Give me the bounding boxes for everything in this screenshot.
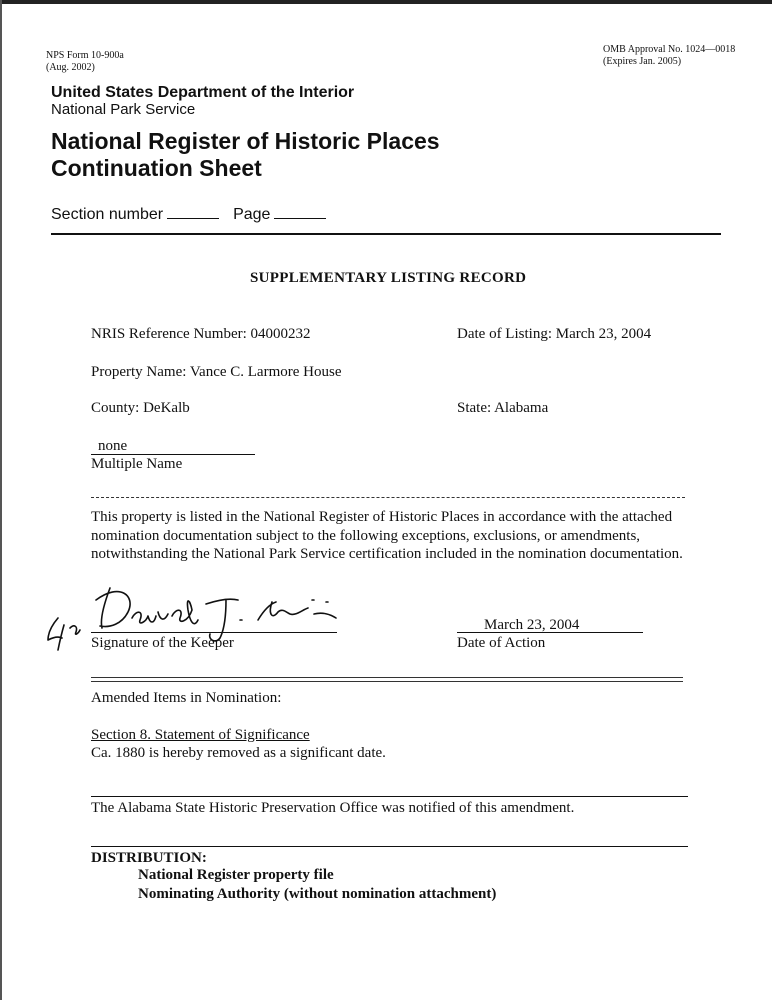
- multiple-name-label: Multiple Name: [91, 456, 183, 472]
- form-title-line2: Continuation Sheet: [51, 155, 262, 181]
- property-name: Property Name: Vance C. Larmore House: [91, 364, 342, 380]
- distribution-label: DISTRIBUTION:: [91, 850, 207, 866]
- action-date-rule: [457, 632, 643, 633]
- keeper-signature-rule: [91, 632, 337, 633]
- omb-approval: OMB Approval No. 1024—0018: [603, 44, 736, 55]
- double-separator: [91, 677, 683, 682]
- section-number-blank: [167, 214, 219, 219]
- amended-detail: Ca. 1880 is hereby removed as a significant date.: [91, 745, 386, 761]
- page-label: Page: [233, 206, 271, 223]
- nris-reference: NRIS Reference Number: 04000232: [91, 326, 311, 342]
- form-title-line1: National Register of Historic Places: [51, 128, 440, 154]
- page-top-border: [0, 0, 772, 4]
- keeper-signature-label: Signature of the Keeper: [91, 635, 234, 651]
- page-left-edge: [0, 0, 2, 1000]
- shpo-notice: The Alabama State Historic Preservation Office was notified of this amendment.: [91, 800, 575, 816]
- omb-expires: (Expires Jan. 2005): [603, 56, 682, 67]
- section-number-label: Section number: [51, 206, 164, 223]
- date-of-listing: Date of Listing: March 23, 2004: [457, 326, 652, 342]
- page-number-blank: [274, 214, 326, 219]
- distribution-item: National Register property file: [138, 867, 334, 883]
- form-number: NPS Form 10-900a: [46, 50, 124, 61]
- department-name: United States Department of the Interior: [51, 84, 355, 101]
- distribution-item: Nominating Authority (without nomination attachment): [138, 886, 497, 902]
- header-rule: [51, 233, 721, 235]
- service-name: National Park Service: [51, 101, 196, 118]
- amended-items-label: Amended Items in Nomination:: [91, 690, 282, 706]
- notice-rule: [91, 796, 688, 797]
- distribution-rule: [91, 846, 688, 847]
- action-date-label: Date of Action: [457, 635, 546, 651]
- county: County: DeKalb: [91, 400, 190, 416]
- form-date: (Aug. 2002): [46, 62, 95, 73]
- listing-statement: This property is listed in the National Register of Historic Places in accordance with the attached nomination documentation subject to the following exceptions, exclusions, or amendments, notwithstanding the National Park Service certification included in the nomination documentation.: [91, 509, 683, 562]
- amended-section: Section 8. Statement of Significance: [91, 727, 310, 743]
- section-page-line: [51, 206, 340, 224]
- state: State: Alabama: [457, 400, 549, 416]
- record-heading: SUPPLEMENTARY LISTING RECORD: [250, 270, 527, 286]
- dashed-separator: [91, 497, 685, 498]
- multiple-name-value: none: [98, 438, 128, 454]
- action-date: March 23, 2004: [484, 617, 580, 633]
